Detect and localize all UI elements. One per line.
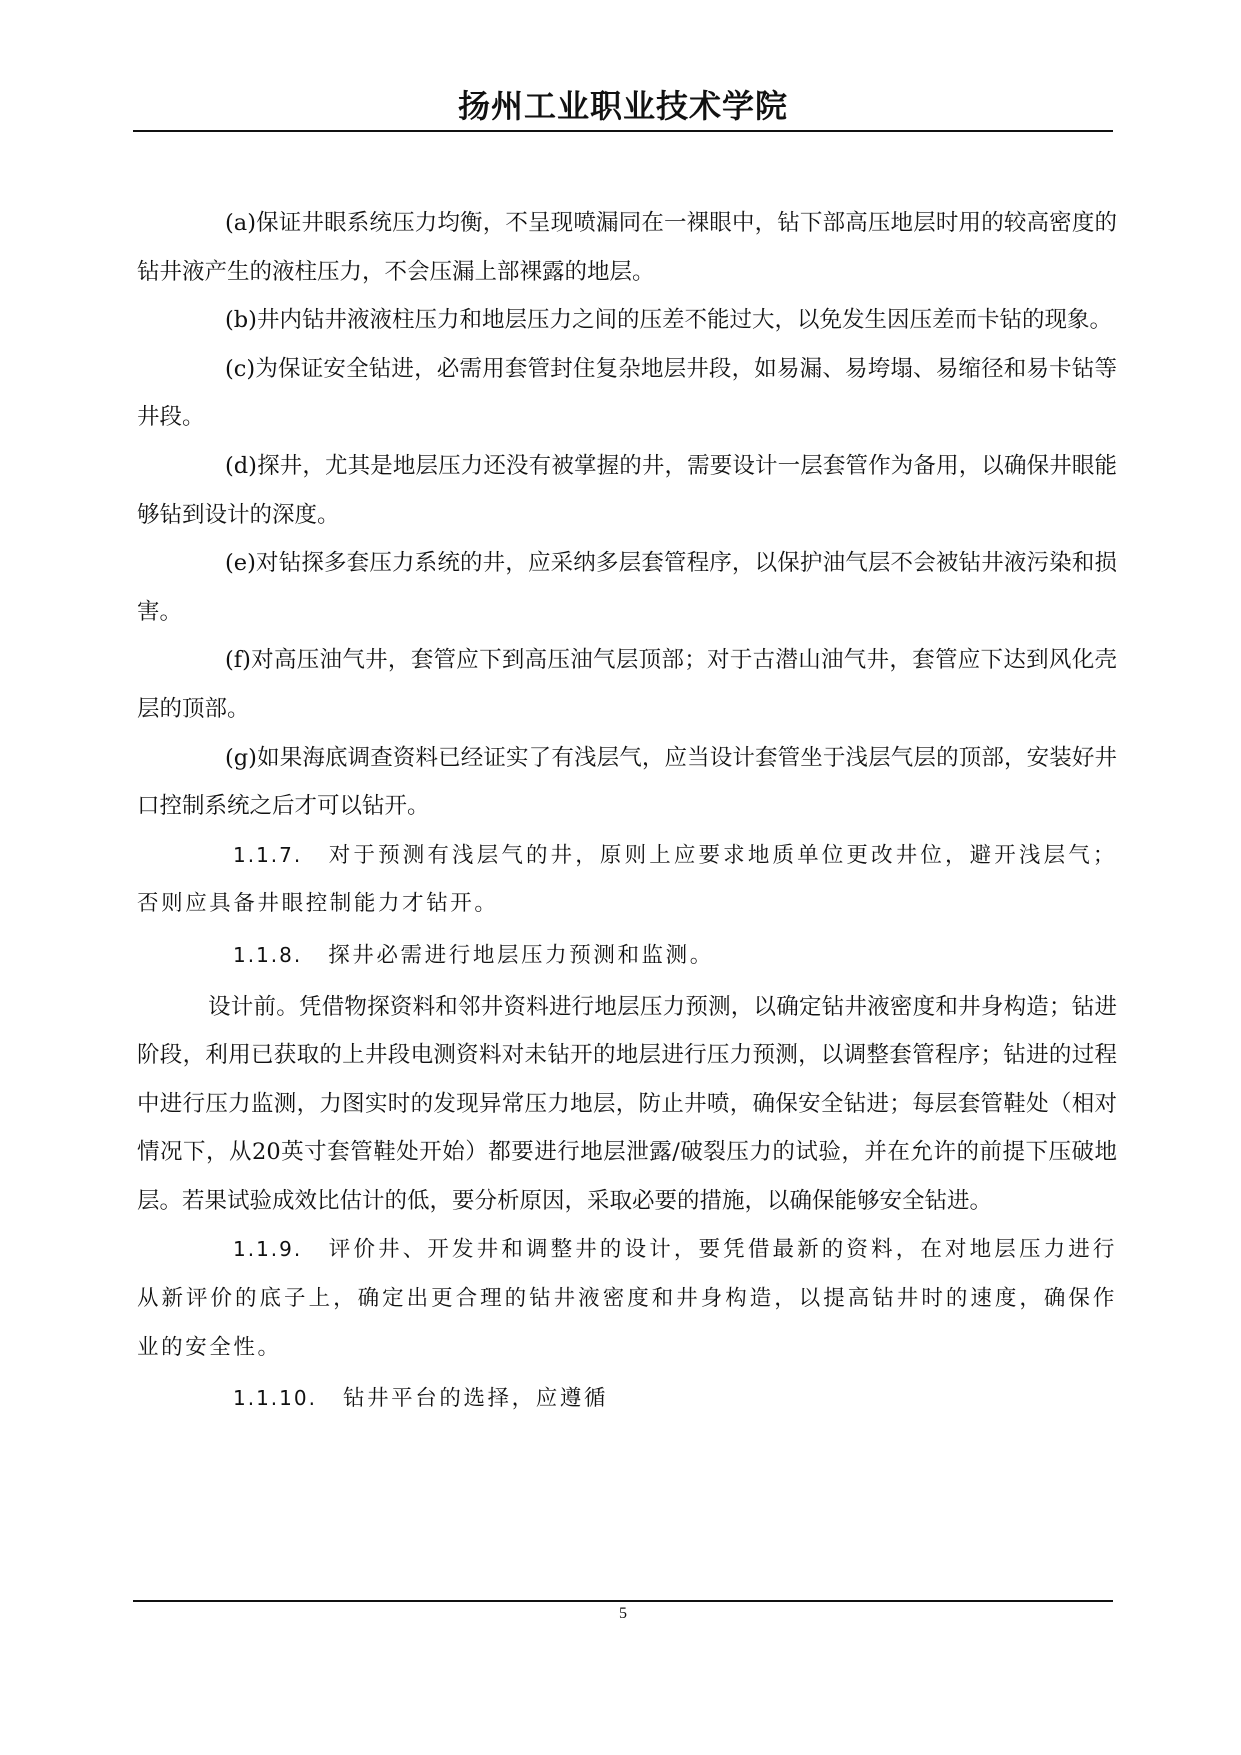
- section-item-1-1-10: [137, 1374, 1117, 1424]
- section-text: 评价井、开发井和调整井的设计，要凭借最新的资料，在对地层压力进行从新评价的底子上，确定出更合理的钻井液密度和井身构造，以提高钻井时的速度，确保作业的安全性。: [137, 1237, 1117, 1360]
- section-number: 1.1.10.: [233, 1386, 317, 1411]
- paragraph-e: (e)对钻探多套压力系统的井，应采纳多层套管程序，以保护油气层不会被钻井液污染和损害。: [137, 550, 1117, 625]
- page-header-title: 扬州工业职业技术学院: [457, 87, 788, 125]
- section-number: 1.1.7.: [233, 842, 303, 867]
- paragraph-b: (b)井内钻井液液柱压力和地层压力之间的压差不能过大，以免发生因压差而卡钻的现象。: [225, 307, 1112, 334]
- section-text: 探井必需进行地层压力预测和监测。: [328, 942, 714, 968]
- footer-divider: [133, 1600, 1113, 1602]
- section-item-1-1-7: [137, 831, 1117, 929]
- design-paragraph: 设计前。凭借物探资料和邻井资料进行地层压力预测，以确定钻井液密度和井身构造；钻进阶段，利用已获取的上井段电测资料对未钻开的地层进行压力预测，以调整套管程序；钻进的过程中进行压力监测，力图实时的发现异常压力地层，防止井喷，确保安全钻进；每层套管鞋处（相对情况下，从20英寸套管鞋处开始）都要进行地层泄露/破裂压力的试验，并在允许的前提下压破地层。若果试验成效比估计的低，要分析原因，采取必要的措施，以确保能够安全钻进。: [137, 993, 1117, 1214]
- section-item-1-1-8: [137, 931, 1117, 981]
- section-text: 对于预测有浅层气的井，原则上应要求地质单位更改井位，避开浅层气；否则应具备井眼控制能力才钻开。: [137, 842, 1117, 917]
- header-divider: [133, 130, 1113, 132]
- page-number: 5: [619, 1605, 627, 1622]
- section-item-1-1-9: [137, 1225, 1117, 1372]
- section-number: 1.1.8.: [233, 942, 303, 967]
- paragraph-c: (c)为保证安全钻进，必需用套管封住复杂地层井段，如易漏、易垮塌、易缩径和易卡钻等井段。: [137, 355, 1117, 431]
- paragraph-f: (f)对高压油气井，套管应下到高压油气层顶部；对于古潜山油气井，套管应下达到风化壳层的顶部。: [137, 647, 1117, 722]
- section-text: 钻井平台的选择，应遵循: [342, 1386, 609, 1412]
- paragraph-a: (a)保证井眼系统压力均衡，不呈现喷漏同在一裸眼中，钻下部高压地层时用的较高密度的钻井液产生的液柱压力，不会压漏上部裸露的地层。: [137, 210, 1117, 285]
- section-number: 1.1.9.: [233, 1237, 303, 1262]
- document-body: [137, 199, 1117, 1426]
- paragraph-g: (g)如果海底调查资料已经证实了有浅层气，应当设计套管坐于浅层气层的顶部，安装好井口控制系统之后才可以钻开。: [137, 744, 1117, 820]
- paragraph-d: (d)探井，尤其是地层压力还没有被掌握的井，需要设计一层套管作为备用，以确保井眼能够钻到设计的深度。: [137, 452, 1117, 528]
